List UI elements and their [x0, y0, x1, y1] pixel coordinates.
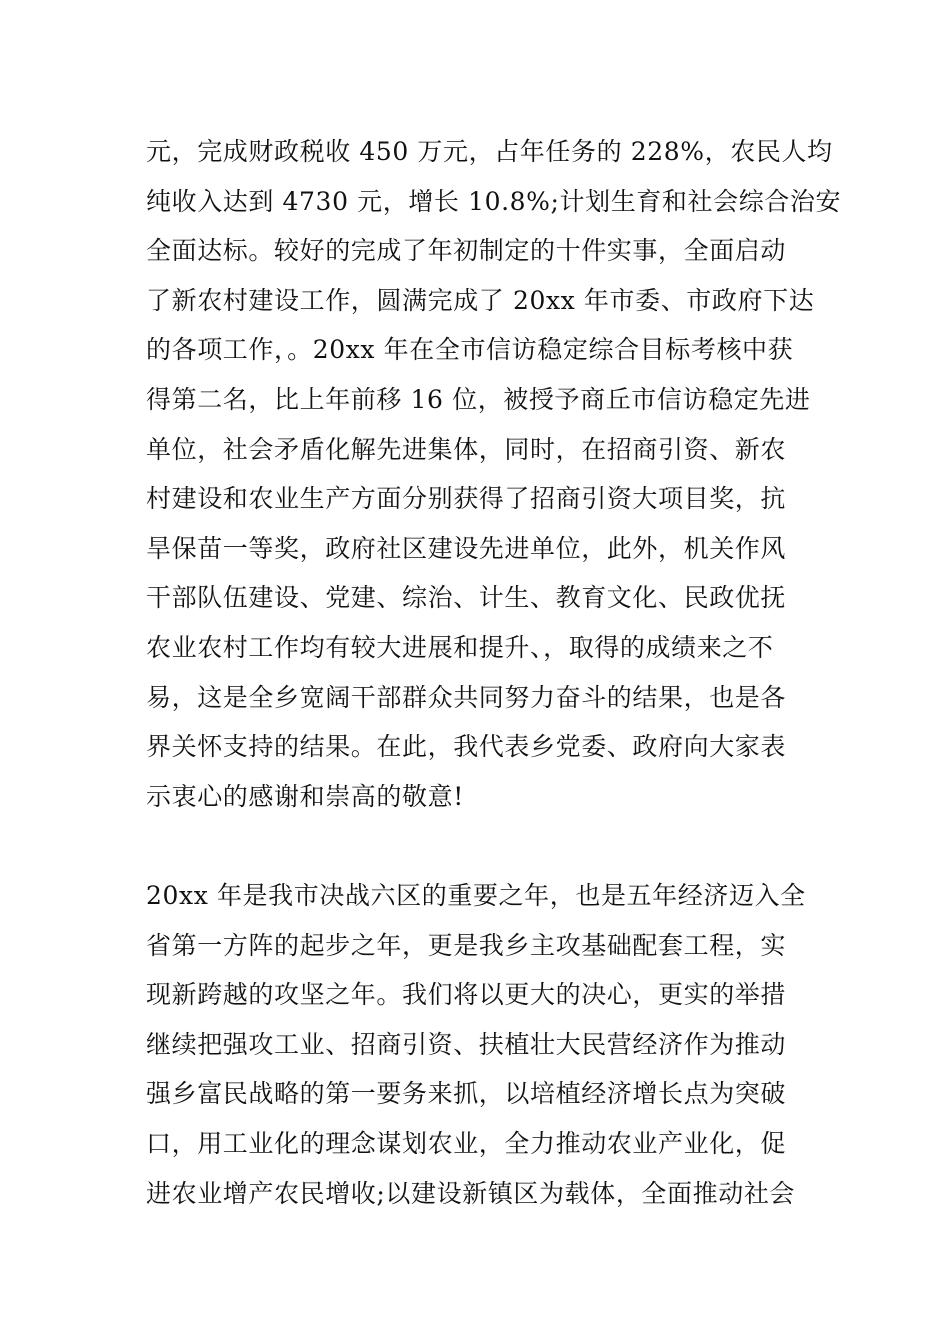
- text-line: 纯收入达到 4730 元，增长 10.8%;计划生育和社会综合治安: [146, 186, 842, 216]
- text-line: 单位，社会矛盾化解先进集体，同时，在招商引资、新农: [146, 434, 787, 464]
- text-line: 示衷心的感谢和崇高的敬意!: [146, 781, 464, 811]
- text-line: 农业农村工作均有较大进展和提升、，取得的成绩来之不: [146, 632, 774, 662]
- text-line: 易，这是全乡宽阔干部群众共同努力奋斗的结果，也是各: [146, 682, 787, 712]
- text-line: 了新农村建设工作，圆满完成了 20xx 年市委、市政府下达: [146, 285, 815, 315]
- paragraph-1: [146, 127, 842, 821]
- text-line: 村建设和农业生产方面分别获得了招商引资大项目奖，抗: [146, 484, 787, 514]
- text-line: 的各项工作，。20xx 年在全市信访稳定综合目标考核中获: [146, 335, 794, 365]
- text-line: 界关怀支持的结果。在此，我代表乡党委、政府向大家表: [146, 732, 787, 762]
- text-line: 全面达标。较好的完成了年初制定的十件实事，全面启动: [146, 236, 787, 266]
- text-line: 20xx 年是我市决战六区的重要之年，也是五年经济迈入全: [146, 881, 806, 910]
- text-line: 得第二名，比上年前移 16 位，被授予商丘市信访稳定先进: [146, 384, 811, 414]
- text-line: 继续把强攻工业、招商引资、扶植壮大民营经济作为推动: [146, 1029, 787, 1059]
- text-line: 进农业增产农民增收;以建设新镇区为载体，全面推动社会: [146, 1178, 796, 1208]
- paragraph-2: [146, 871, 816, 1218]
- text-line: 现新跨越的攻坚之年。我们将以更大的决心，更实的举措: [146, 980, 787, 1010]
- text-line: 口，用工业化的理念谋划农业，全力推动农业产业化，促: [146, 1128, 787, 1158]
- text-line: 旱保苗一等奖，政府社区建设先进单位，此外，机关作风: [146, 533, 787, 563]
- text-line: 强乡富民战略的第一要务来抓，以培植经济增长点为突破: [146, 1079, 787, 1109]
- text-line: 省第一方阵的起步之年，更是我乡主攻基础配套工程，实: [146, 930, 787, 960]
- text-line: 元，完成财政税收 450 万元，占年任务的 228%，农民人均: [146, 137, 833, 166]
- text-line: 干部队伍建设、党建、综治、计生、教育文化、民政优抚: [146, 583, 787, 613]
